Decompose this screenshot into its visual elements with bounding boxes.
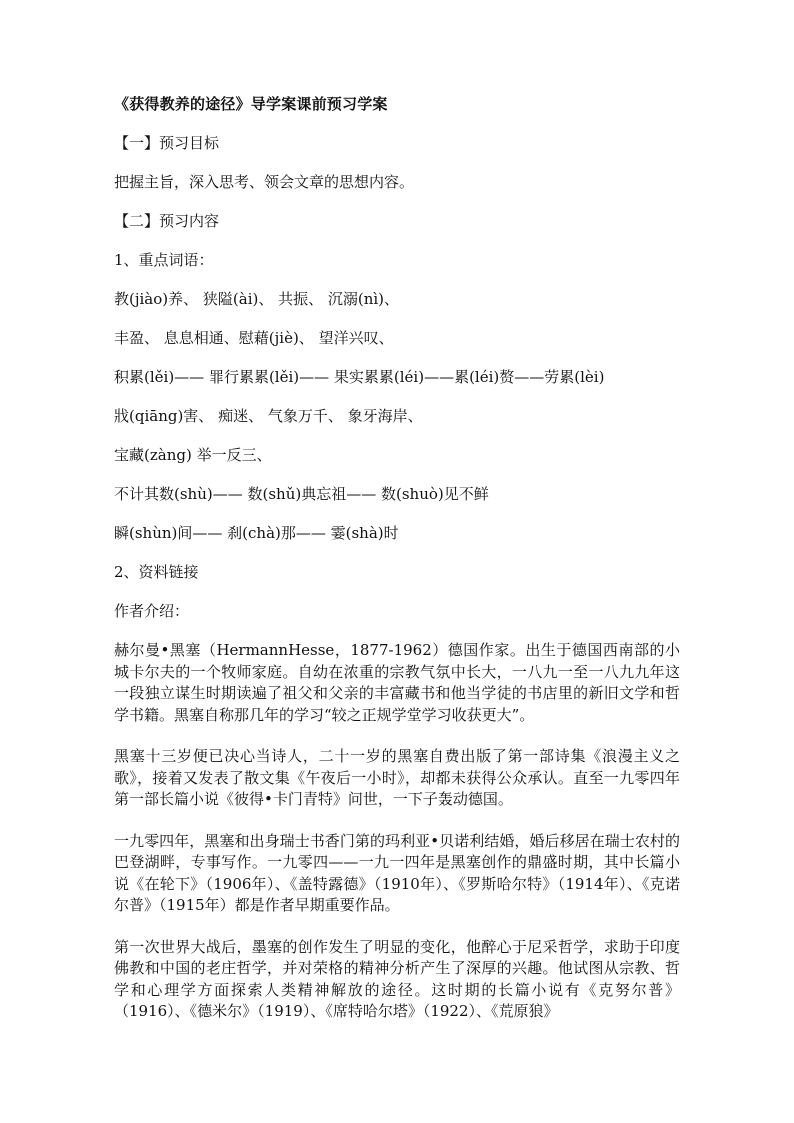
- document-page: [114, 94, 680, 1043]
- vocab-line: 戕(qiāng)害、 痴迷、 气象万千、 象牙海岸、: [114, 407, 423, 425]
- author-paragraph: 黑塞十三岁便已决心当诗人，二十一岁的黑塞自费出版了第一部诗集《浪漫主义之歌》，接着又发表了散文集《午夜后一小时》，却都未获得公众承认。直至一九零四年第一部长篇小说《彼得•卡门青特》问世，一下子轰动德国。: [114, 747, 680, 808]
- author-paragraph: 第一次世界大战后，墨塞的创作发生了明显的变化，他醉心于尼采哲学，求助于印度佛教和中国的老庄哲学，并对荣格的精神分析产生了深厚的兴趣。他试图从宗教、哲学和心理学方面探索人类精神解放的途径。这时期的长篇小说有《克努尔普》（1916）、《德米尔》（1919）、《席特哈尔塔》（1922）、《荒原狼》: [114, 937, 680, 1020]
- section-heading-objectives: 【一】预习目标: [114, 134, 220, 152]
- author-paragraph: 一九零四年，黑塞和出身瑞士书香门第的玛利亚•贝诺利结婚，婚后移居在瑞士农村的巴登湖畔，专事写作。一九零四——一九一四年是黑塞创作的鼎盛时期，其中长篇小说《在轮下》（1906年）、《盖特露德》（1910年）、《罗斯哈尔特》（1914年）、《克诺尔普》（1915年）都是作者早期重要作品。: [114, 831, 680, 914]
- objectives-text: 把握主旨，深入思考、领会文章的思想内容。: [114, 173, 415, 191]
- vocab-line: 不计其数(shù)—— 数(shǔ)典忘祖—— 数(shuò)见不鲜: [114, 485, 489, 503]
- section-heading-content: 【二】预习内容: [114, 212, 220, 230]
- vocab-heading: 1、重点词语：: [114, 251, 214, 269]
- author-intro-heading: 作者介绍：: [114, 602, 190, 620]
- vocab-line: 丰盈、 息息相通、慰藉(jiè)、 望洋兴叹、: [114, 329, 394, 347]
- document-title: 《获得教养的途径》导学案课前预习学案: [114, 95, 388, 113]
- vocab-line: 积累(lěi)—— 罪行累累(lěi)—— 果实累累(léi)——累(léi)赘——劳累(lèi): [114, 368, 605, 386]
- vocab-line: 瞬(shùn)间—— 刹(chà)那—— 霎(shà)时: [114, 524, 399, 542]
- materials-heading: 2、资料链接: [114, 563, 199, 581]
- vocab-line: 宝藏(zàng) 举一反三、: [114, 446, 272, 464]
- vocab-line: 教(jiào)养、 狭隘(ài)、 共振、 沉溺(nì)、: [114, 290, 400, 308]
- author-paragraph: 赫尔曼•黑塞（HermannHesse，1877-1962）德国作家。出生于德国西南部的小城卡尔夫的一个牧师家庭。自幼在浓重的宗教气氛中长大，一八九一至一八九九年这一段独立谋生时期读遍了祖父和父亲的丰富藏书和他当学徒的书店里的新旧文学和哲学书籍。黑塞自称那几年的学习“较之正规学堂学习收获更大”。: [114, 641, 680, 724]
